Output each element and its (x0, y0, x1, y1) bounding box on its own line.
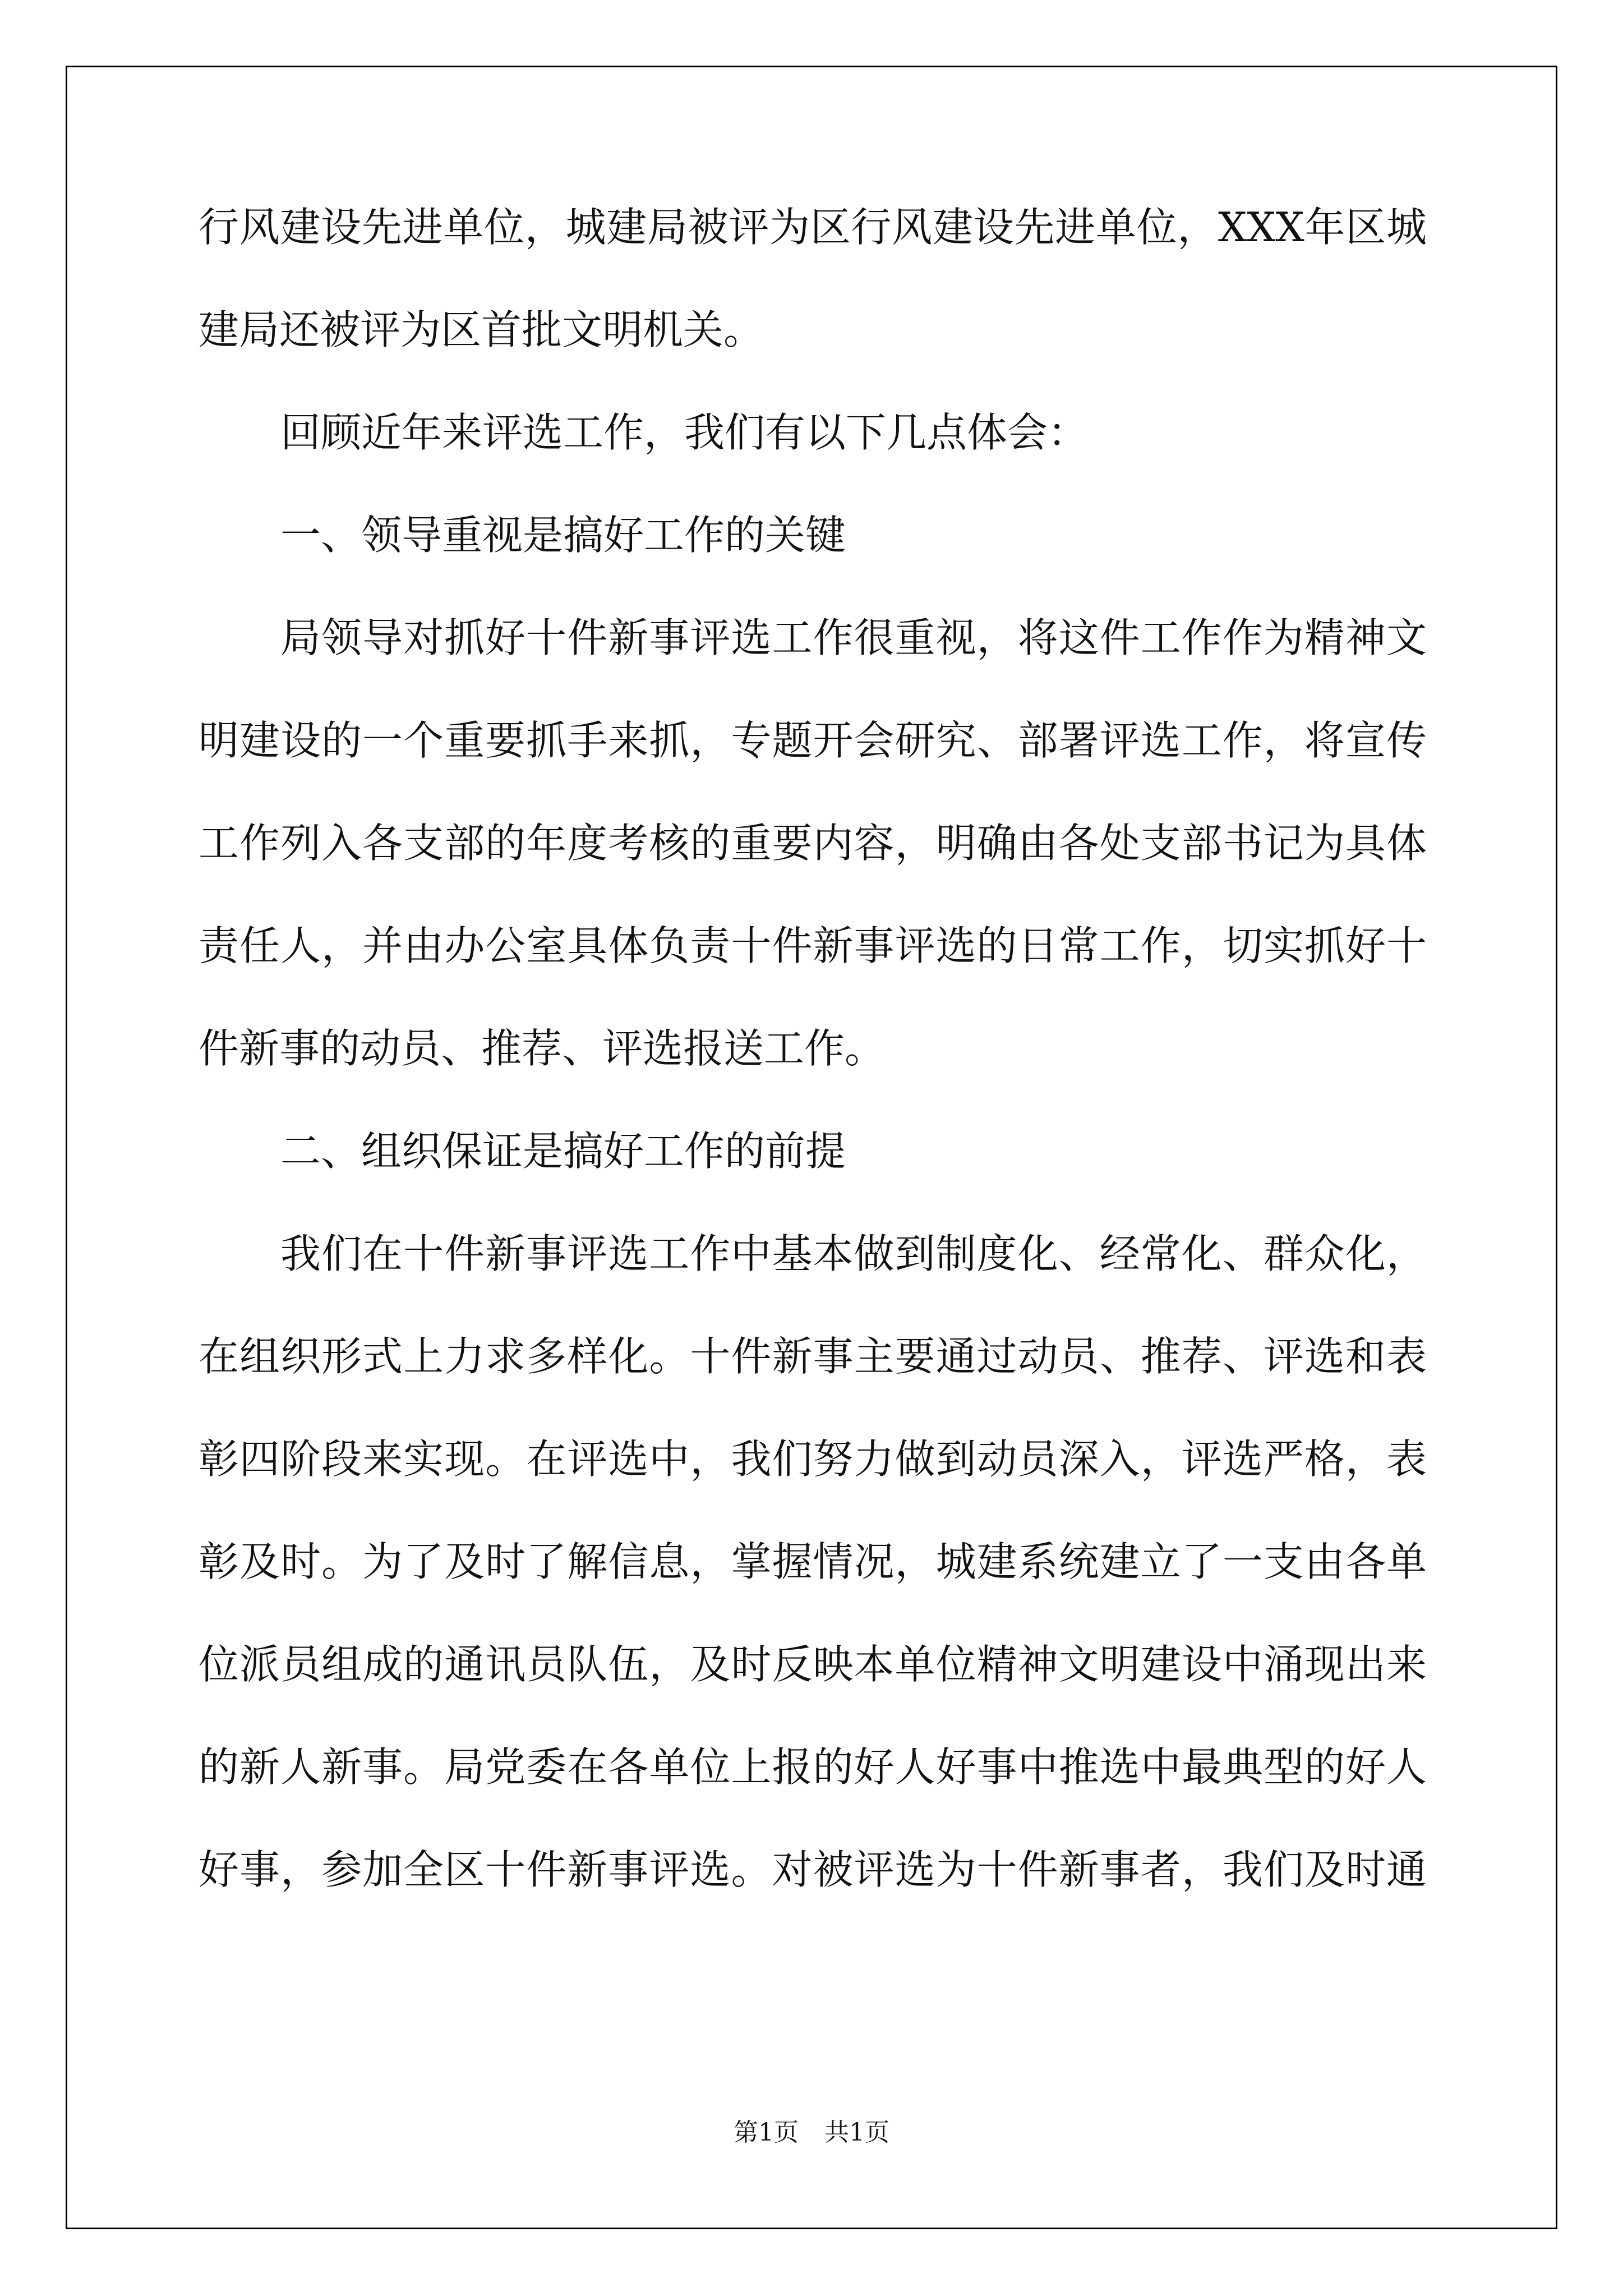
page-footer (0, 2112, 1623, 2148)
text-line: 位派员组成的通讯员队伍，及时反映本单位精神文明建设中涌现出来 (199, 1641, 1427, 1688)
text-line: 明建设的一个重要抓手来抓，专题开会研究、部署评选工作，将宣传 (199, 717, 1427, 764)
text-line: 的新人新事。局党委在各单位上报的好人好事中推选中最典型的好人 (199, 1743, 1427, 1791)
page-total: 共1页 (824, 2118, 889, 2147)
text-line: 建局还被评为区首批文明机关。 (199, 306, 764, 353)
text-line: 在组织形式上力求多样化。十件新事主要通过动员、推荐、评选和表 (199, 1333, 1427, 1380)
text-line: 行风建设先进单位，城建局被评为区行风建设先进单位，XXX年区城 (199, 204, 1427, 251)
text-line: 好事，参加全区十件新事评选。对被评选为十件新事者，我们及时通 (199, 1846, 1427, 1893)
text-line: 责任人，并由办公室具体负责十件新事评选的日常工作，切实抓好十 (199, 922, 1427, 969)
text-line: 我们在十件新事评选工作中基本做到制度化、经常化、群众化， (280, 1230, 1427, 1277)
section-heading: 一、领导重视是搞好工作的关键 (280, 512, 846, 559)
section-heading: 二、组织保证是搞好工作的前提 (280, 1128, 846, 1175)
text-line: 局领导对抓好十件新事评选工作很重视，将这件工作作为精神文 (280, 614, 1427, 661)
text-line: 彰及时。为了及时了解信息，掌握情况，城建系统建立了一支由各单 (199, 1538, 1427, 1585)
text-line: 件新事的动员、推荐、评选报送工作。 (199, 1025, 886, 1072)
text-line: 彰四阶段来实现。在评选中，我们努力做到动员深入，评选严格，表 (199, 1435, 1427, 1483)
text-line: 回顾近年来评选工作，我们有以下几点体会： (280, 409, 1089, 456)
page-number: 第1页 (734, 2118, 799, 2147)
text-line: 工作列入各支部的年度考核的重要内容，明确由各处支部书记为具体 (199, 820, 1427, 867)
